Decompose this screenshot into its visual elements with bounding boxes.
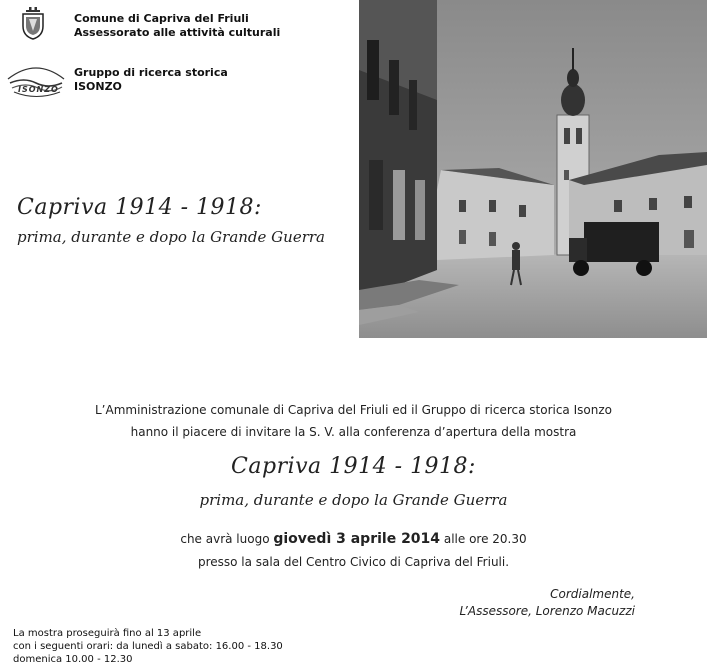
invitation-line-2: hanno il piacere di invitare la S. V. alla conferenza d’apertura della mostra <box>130 425 577 439</box>
date-prefix: che avrà luogo <box>180 532 274 546</box>
historic-photo <box>359 0 707 338</box>
exhibition-subtitle: prima, durante e dopo la Grande Guerra <box>199 491 508 509</box>
group-logo-text: ISONZO <box>18 85 59 94</box>
footer-line-2: con i seguenti orari: da lunedì a sabato: 16.00 - 18.30 <box>13 641 283 652</box>
signature-signer: L’Assessore, Lorenzo Macuzzi <box>459 604 635 618</box>
headline-subtitle: prima, durante e dopo la Grande Guerra <box>17 228 325 246</box>
event-place: presso la sala del Centro Civico di Capriva del Friuli. <box>197 555 510 569</box>
event-date-line <box>0 531 707 547</box>
headline-title: Capriva 1914 - 1918: <box>17 195 262 220</box>
group-logo-icon <box>4 57 68 101</box>
exhibition-title: Capriva 1914 - 1918: <box>231 454 476 479</box>
group-logo <box>4 57 68 101</box>
group-name: Gruppo di ricerca storica <box>74 66 228 79</box>
footer-line-3: domenica 10.00 - 12.30 <box>13 654 133 665</box>
footer-line-1: La mostra proseguirà fino al 13 aprile <box>13 628 202 639</box>
crest-logo <box>20 6 46 40</box>
group-name-short: ISONZO <box>74 80 122 93</box>
coat-of-arms-icon <box>20 6 46 40</box>
signature-greeting: Cordialmente, <box>550 587 635 601</box>
invitation-line-1: L’Amministrazione comunale di Capriva del Friuli ed il Gruppo di ricerca storica Isonzo <box>95 403 612 417</box>
institution-name: Comune di Capriva del Friuli <box>74 12 249 25</box>
event-date: giovedì 3 aprile 2014 <box>273 531 441 547</box>
date-suffix: alle ore 20.30 <box>440 532 527 546</box>
institution-department: Assessorato alle attività culturali <box>74 26 281 39</box>
